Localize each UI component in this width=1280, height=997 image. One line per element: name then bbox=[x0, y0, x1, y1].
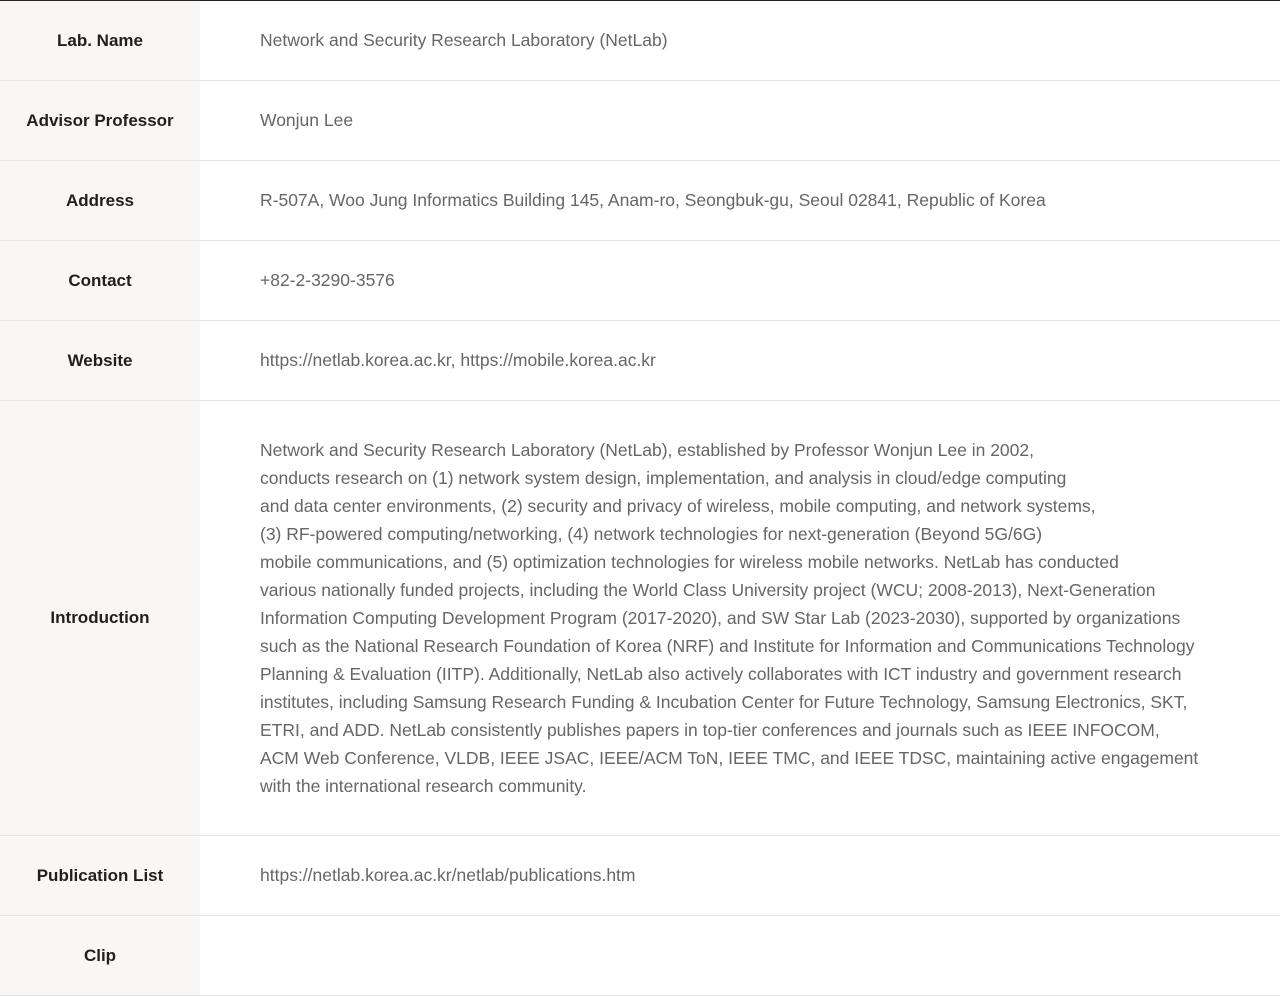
row-clip bbox=[0, 916, 1280, 996]
row-address bbox=[0, 161, 1280, 241]
intro-line: institutes, including Samsung Research Funding & Incubation Center for Future Technology, Samsung Electronics, SKT, bbox=[260, 692, 1188, 712]
contact-label: Contact bbox=[0, 241, 200, 320]
intro-line: Planning & Evaluation (IITP). Additionally, NetLab also actively collaborates with ICT industry and government research bbox=[260, 664, 1182, 684]
publications-link[interactable]: https://netlab.korea.ac.kr/netlab/publications.htm bbox=[260, 865, 636, 885]
publications-value bbox=[200, 836, 1280, 915]
intro-line: Information Computing Development Program (2017-2020), and SW Star Lab (2023-2030), supported by organizations bbox=[260, 608, 1181, 628]
intro-line: such as the National Research Foundation of Korea (NRF) and Institute for Information and Communications Technology bbox=[260, 636, 1195, 656]
intro-line: ETRI, and ADD. NetLab consistently publishes papers in top-tier conferences and journals such as IEEE INFOCOM, bbox=[260, 720, 1160, 740]
intro-line: ACM Web Conference, VLDB, IEEE JSAC, IEEE/ACM ToN, IEEE TMC, and IEEE TDSC, maintaining active engagement bbox=[260, 748, 1199, 768]
address-value: R-507A, Woo Jung Informatics Building 145, Anam-ro, Seongbuk-gu, Seoul 02841, Republic of Korea bbox=[260, 190, 1046, 210]
website-label: Website bbox=[0, 321, 200, 400]
row-website bbox=[0, 321, 1280, 401]
introduction-text bbox=[260, 436, 1220, 800]
publications-label: Publication List bbox=[0, 836, 200, 915]
website-link[interactable]: https://netlab.korea.ac.kr, https://mobile.korea.ac.kr bbox=[260, 350, 656, 370]
intro-line: Network and Security Research Laboratory (NetLab), established by Professor Wonjun Lee in 2002, bbox=[260, 440, 1034, 460]
contact-value: +82-2-3290-3576 bbox=[260, 270, 395, 290]
advisor-label: Advisor Professor bbox=[0, 81, 200, 160]
intro-line: various nationally funded projects, including the World Class University project (WCU; 2008-2013), Next-Generation bbox=[260, 580, 1156, 600]
introduction-value bbox=[200, 401, 1280, 835]
intro-line: conducts research on (1) network system design, implementation, and analysis in cloud/edge computing bbox=[260, 468, 1067, 488]
lab-name-label: Lab. Name bbox=[0, 1, 200, 80]
intro-line: with the international research community. bbox=[260, 776, 587, 796]
intro-line: and data center environments, (2) security and privacy of wireless, mobile computing, and network systems, bbox=[260, 496, 1096, 516]
intro-line: mobile communications, and (5) optimization technologies for wireless mobile networks. NetLab has conducted bbox=[260, 552, 1119, 572]
row-lab-name bbox=[0, 1, 1280, 81]
row-introduction bbox=[0, 401, 1280, 836]
introduction-label: Introduction bbox=[0, 401, 200, 835]
website-value bbox=[200, 321, 1280, 400]
address-label: Address bbox=[0, 161, 200, 240]
lab-name-value: Network and Security Research Laboratory (NetLab) bbox=[260, 30, 668, 50]
clip-value bbox=[200, 916, 1280, 995]
row-advisor bbox=[0, 81, 1280, 161]
clip-label: Clip bbox=[0, 916, 200, 995]
row-publications bbox=[0, 836, 1280, 916]
intro-line: (3) RF-powered computing/networking, (4) network technologies for next-generation (Beyond 5G/6G) bbox=[260, 524, 1043, 544]
advisor-value: Wonjun Lee bbox=[260, 110, 354, 130]
row-contact bbox=[0, 241, 1280, 321]
